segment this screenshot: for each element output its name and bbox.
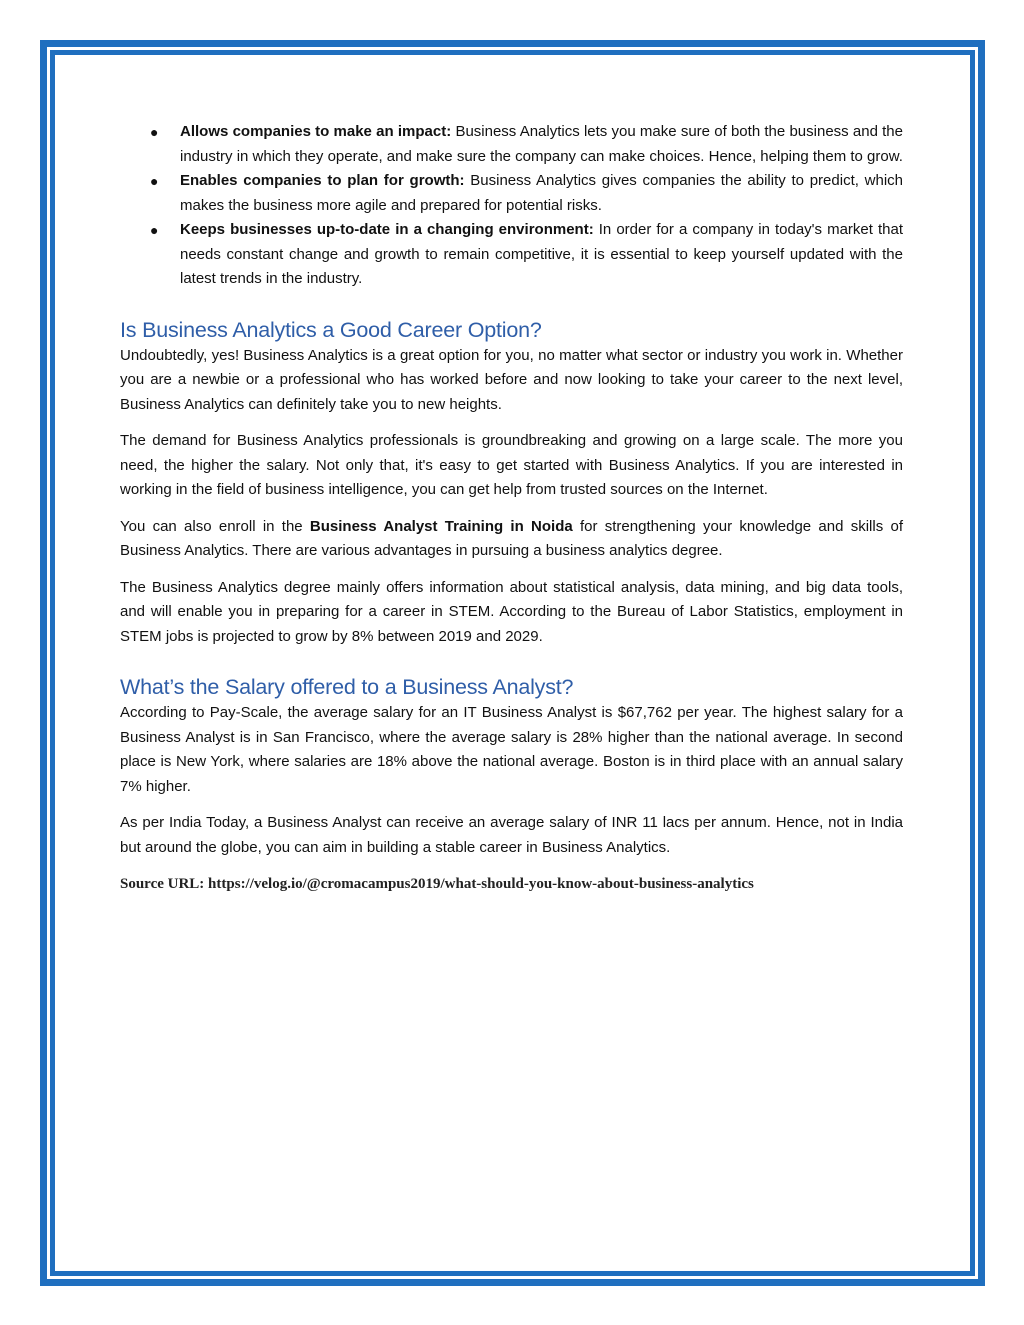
list-item <box>120 218 903 292</box>
paragraph-text: You can also enroll in the <box>120 517 310 535</box>
source-url[interactable]: Source URL: https://velog.io/@cromacampus2019/what-should-you-know-about-business-analytics <box>120 876 754 892</box>
paragraph: The demand for Business Analytics professionals is groundbreaking and growing on a large scale. The more you need, the higher the salary. Not only that, it's easy to get started with Business Analytics. If you are interested in working in the field of business intelligence, you can get help from trusted sources on the Internet. <box>120 432 903 498</box>
training-link-text: Business Analyst Training in Noida <box>309 517 573 535</box>
bullet-title: Enables companies to plan for growth: <box>180 172 465 189</box>
bullet-icon: ● <box>150 124 159 140</box>
paragraph: The Business Analytics degree mainly offers information about statistical analysis, data mining, and big data tools, and will enable you in preparing for a career in STEM. According to the Bureau of Labor Statistics, employment in STEM jobs is projected to grow by 8% between 2019 and 2029. <box>120 578 903 645</box>
bullet-title: Allows companies to make an impact: <box>180 123 452 140</box>
bullet-icon: ● <box>150 173 159 189</box>
list-item <box>120 169 903 218</box>
section-heading-salary: What’s the Salary offered to a Business Analyst? <box>120 675 574 699</box>
paragraph-text: for strengthening your knowledge and skills of Business Analytics. There are various advantages in pursuing a business analytics degree. <box>120 517 904 559</box>
list-item <box>120 120 903 169</box>
bullet-text: Business Analytics lets you make sure of both the business and the industry in which they operate, and make sure the company can make choices. Hence, helping them to grow. <box>180 123 903 165</box>
section-heading-career: Is Business Analytics a Good Career Option? <box>120 317 542 342</box>
document-body <box>120 120 903 897</box>
paragraph: According to Pay-Scale, the average salary for an IT Business Analyst is $67,762 per year. The highest salary for a Business Analyst is in San Francisco, where the average salary is 28% higher than the national average. In second place is New York, where salaries are 18% above the national average. Boston is in third place with an annual salary 7% higher. <box>120 704 903 795</box>
paragraph: Undoubtedly, yes! Business Analytics is a great option for you, no matter what sector or industry you work in. Whether you are a newbie or a professional who has worked before and now looking to take your career to the next level, Business Analytics can definitely take you to new heights. <box>120 346 903 413</box>
paragraph: As per India Today, a Business Analyst can receive an average salary of INR 11 lacs per annum. Hence, not in India but around the globe, you can aim in building a stable career in Business Analytics. <box>120 814 903 856</box>
bullet-title: Keeps businesses up-to-date in a changing environment: <box>180 221 594 238</box>
bullet-icon: ● <box>150 222 159 238</box>
paragraph <box>120 515 903 564</box>
benefits-list <box>120 120 903 292</box>
bullet-text: Business Analytics gives companies the ability to predict, which makes the business more agile and prepared for potential risks. <box>180 172 903 214</box>
bullet-text: In order for a company in today's market that needs constant change and growth to remain competitive, it is essential to keep yourself updated with the latest trends in the industry. <box>180 221 903 287</box>
